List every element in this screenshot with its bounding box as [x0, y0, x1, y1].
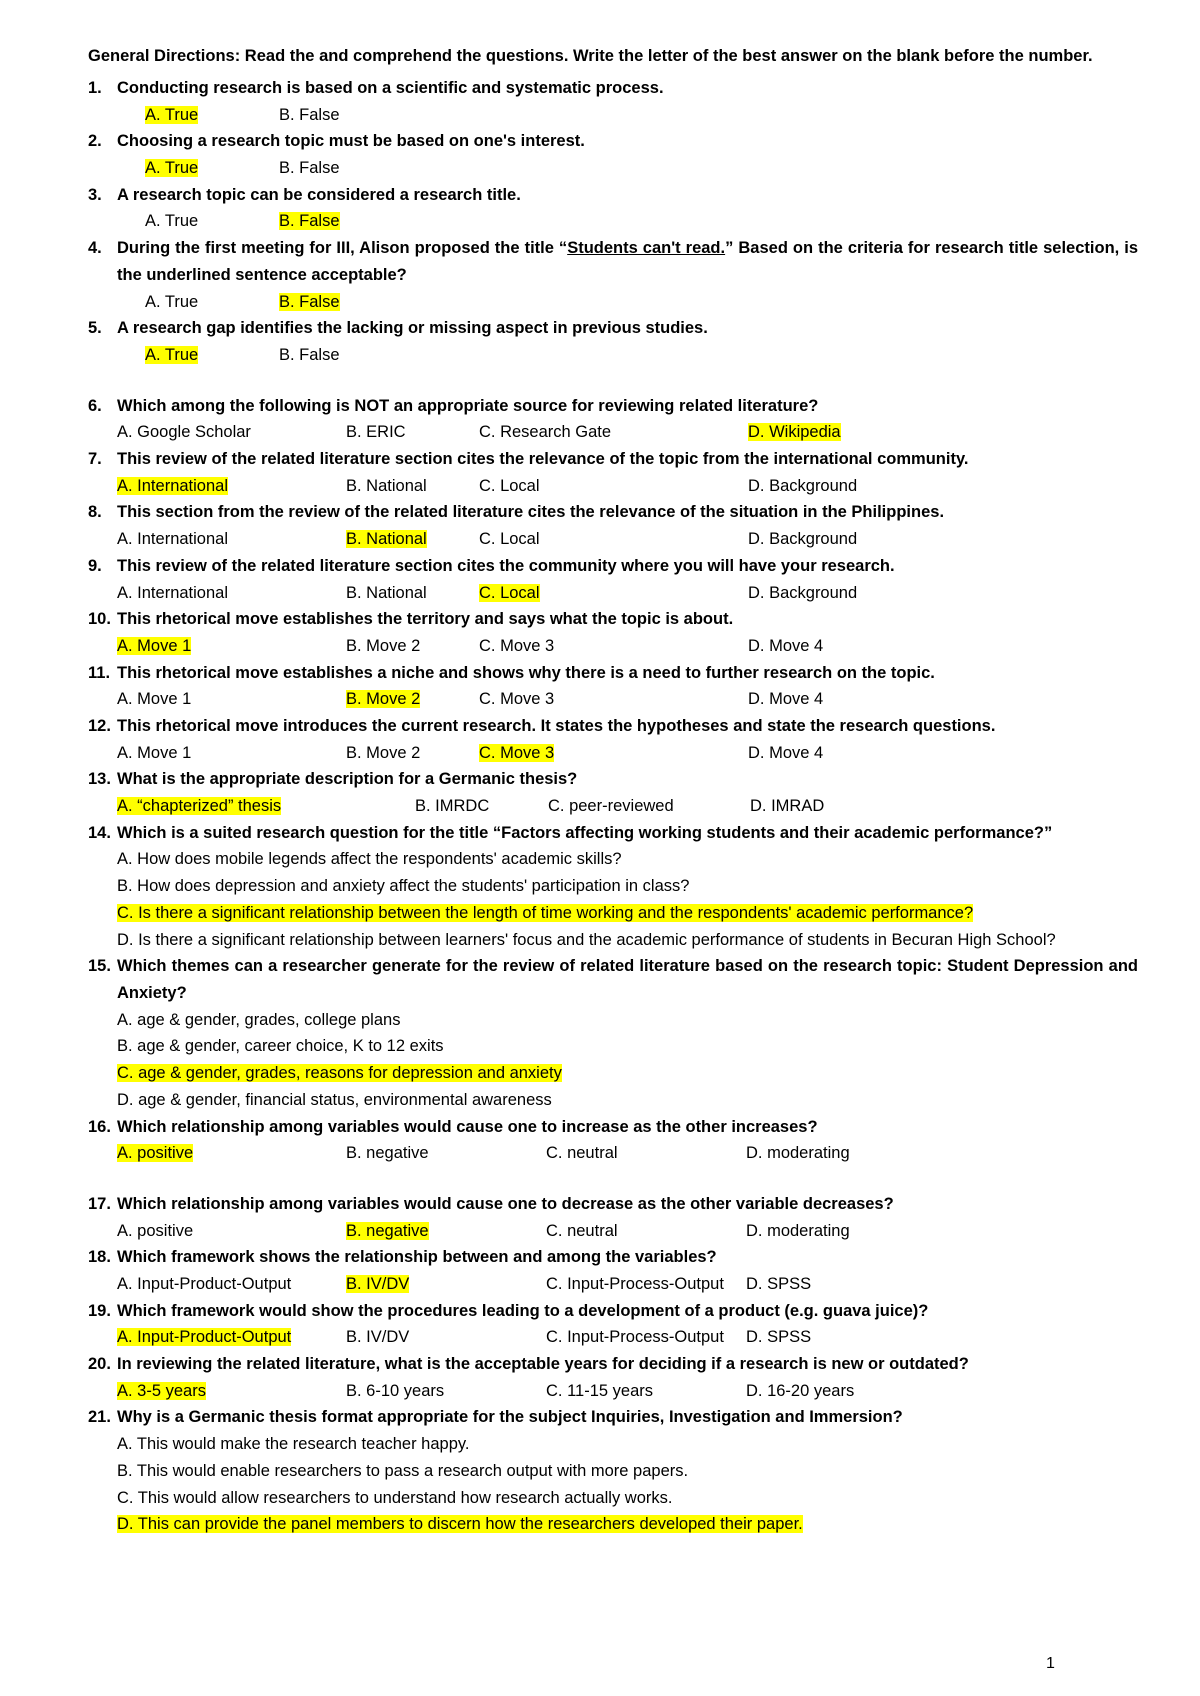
answer-options [117, 1218, 1138, 1245]
answer-option [117, 1324, 346, 1351]
correct-answer-option: A. International [117, 476, 228, 495]
answer-option-text: B. 6-10 years [346, 1381, 445, 1400]
answer-option [117, 1378, 346, 1405]
answer-option [479, 633, 748, 660]
answer-option [346, 526, 479, 553]
question-text: Which relationship among variables would cause one to decrease as the other variable decreases? [117, 1194, 894, 1213]
answer-option [346, 686, 479, 713]
answer-option [145, 155, 279, 182]
answer-options [117, 633, 1138, 660]
correct-answer-option: A. True [145, 345, 199, 364]
question-text: Which relationship among variables would cause one to increase as the other increases? [117, 1117, 818, 1136]
answer-option-text: B. How does depression and anxiety affect the students' participation in class? [117, 877, 690, 896]
question-14 [88, 820, 1138, 954]
question-5 [88, 315, 1138, 368]
answer-option-text: A. How does mobile legends affect the respondents' academic skills? [117, 850, 622, 869]
answer-option-text: B. False [279, 159, 340, 178]
question-text: This section from the review of the related literature cites the relevance of the situation in the Philippines. [117, 503, 945, 522]
question-text: A research topic can be considered a research title. [117, 185, 521, 204]
answer-option-text: B. False [279, 345, 340, 364]
question-text: Which framework shows the relationship between and among the variables? [117, 1248, 717, 1267]
answer-option [546, 1218, 746, 1245]
question-number: 9. [88, 556, 102, 575]
answer-option [117, 580, 346, 607]
answer-option [117, 927, 1138, 954]
answer-option-text: D. Background [748, 530, 858, 549]
answer-options [117, 1140, 1138, 1167]
answer-option [479, 526, 748, 553]
answer-option [117, 419, 346, 446]
answer-option [117, 1511, 1138, 1538]
question-number: 14. [88, 823, 111, 842]
question-number: 17. [88, 1194, 111, 1213]
answer-options [117, 1271, 1138, 1298]
correct-answer-option: C. Local [479, 583, 540, 602]
correct-answer-option: A. positive [117, 1144, 194, 1163]
answer-option [279, 208, 340, 235]
answer-option [279, 289, 340, 316]
answer-option [117, 1060, 1138, 1087]
answer-options [117, 1378, 1138, 1405]
answer-option [748, 633, 823, 660]
question-8 [88, 499, 1138, 552]
answer-option-text: A. True [145, 212, 199, 231]
question-13 [88, 766, 1138, 819]
question-text: This review of the related literature section cites the community where you will have your research. [117, 556, 895, 575]
page-number: 1 [1046, 1655, 1055, 1672]
exam-page [88, 43, 1138, 1538]
answer-option-text: B. negative [346, 1144, 429, 1163]
question-18 [88, 1244, 1138, 1297]
answer-option-text: D. moderating [746, 1144, 850, 1163]
answer-option-text: D. Move 4 [748, 690, 824, 709]
answer-option-text: D. IMRAD [750, 797, 825, 816]
answer-option [346, 740, 479, 767]
correct-answer-option: C. age & gender, grades, reasons for depression and anxiety [117, 1064, 562, 1083]
answer-option [746, 1324, 811, 1351]
answer-option [117, 846, 1138, 873]
answer-option [117, 633, 346, 660]
answer-options [117, 580, 1138, 607]
question-number: 19. [88, 1301, 111, 1320]
question-number: 8. [88, 503, 102, 522]
answer-option [117, 740, 346, 767]
answer-option [346, 633, 479, 660]
answer-option [279, 102, 340, 129]
answer-option [346, 1378, 546, 1405]
answer-option-text: A. True [145, 292, 199, 311]
correct-answer-option: C. Move 3 [479, 743, 555, 762]
answer-option [746, 1378, 854, 1405]
answer-option-text: D. Background [748, 476, 858, 495]
correct-answer-option: A. Move 1 [117, 636, 192, 655]
answer-option [117, 900, 1138, 927]
question-text: This review of the related literature section cites the relevance of the topic from the international community. [117, 450, 969, 469]
answer-option [279, 342, 340, 369]
answer-option [546, 1324, 746, 1351]
answer-option-text: D. SPSS [746, 1328, 812, 1347]
answer-option [117, 793, 415, 820]
answer-option-text: D. Is there a significant relationship between learners' focus and the academic performance of students in Becuran High School? [117, 930, 1056, 949]
answer-options [117, 1324, 1138, 1351]
answer-option [145, 289, 279, 316]
answer-option-text: D. Background [748, 583, 858, 602]
answer-option-text: C. Move 3 [479, 636, 555, 655]
answer-option [415, 793, 548, 820]
answer-option-text: D. 16-20 years [746, 1381, 855, 1400]
general-directions: General Directions: Read the and comprehend the questions. Write the letter of the best answer on the blank before the number. [88, 47, 1093, 65]
question-text: Which framework would show the procedures leading to a development of a product (e.g. guava juice)? [117, 1301, 929, 1320]
answer-option-text: C. Local [479, 530, 540, 549]
answer-option-text: C. 11-15 years [546, 1381, 653, 1400]
question-21 [88, 1404, 1138, 1538]
answer-option-text: C. Move 3 [479, 690, 555, 709]
answer-option-text: C. peer-reviewed [548, 797, 674, 816]
answer-option-text: D. Move 4 [748, 636, 824, 655]
answer-option [117, 1458, 1138, 1485]
answer-option [746, 1218, 850, 1245]
question-number: 12. [88, 717, 111, 735]
correct-answer-option: B. IV/DV [346, 1275, 410, 1293]
question-3 [88, 182, 1138, 235]
question-text: Which among the following is NOT an appropriate source for reviewing related literature? [117, 396, 819, 415]
question-15 [88, 953, 1138, 1113]
question-10 [88, 606, 1138, 659]
question-text: This rhetorical move establishes a niche and shows why there is a need to further research on the topic. [117, 663, 935, 682]
answer-option [746, 1140, 850, 1167]
answer-option [748, 473, 857, 500]
question-text: Why is a Germanic thesis format appropriate for the subject Inquiries, Investigation and Immersion? [117, 1408, 903, 1427]
answer-option [479, 740, 748, 767]
answer-option-text: B. age & gender, career choice, K to 12 exits [117, 1037, 444, 1056]
answer-option-text: B. National [346, 476, 427, 495]
answer-option [748, 740, 823, 767]
answer-option [479, 580, 748, 607]
question-text: Choosing a research topic must be based on one's interest. [117, 132, 585, 151]
question-text-part: ” Based on the criteria for research title selection, is the underlined sentence acceptable? [117, 239, 1139, 284]
answer-option [346, 580, 479, 607]
question-11 [88, 660, 1138, 713]
answer-option-text: A. Input-Product-Output [117, 1275, 292, 1293]
question-list [88, 75, 1138, 1538]
answer-option-text: B. IV/DV [346, 1328, 410, 1347]
question-text: Which themes can a researcher generate for the review of related literature based on the research topic: Student Depression and Anxiety? [117, 957, 1138, 1002]
question-number: 15. [88, 957, 111, 976]
answer-option-text: B. IMRDC [415, 797, 490, 816]
answer-option-text: A. age & gender, grades, college plans [117, 1010, 401, 1029]
question-7 [88, 446, 1138, 499]
answer-option [279, 155, 340, 182]
question-12 [88, 713, 1138, 766]
answer-option [346, 1324, 546, 1351]
answer-option [546, 1271, 746, 1298]
question-number: 5. [88, 319, 102, 338]
answer-option [117, 686, 346, 713]
question-text: Conducting research is based on a scientific and systematic process. [117, 79, 664, 97]
answer-option-text: D. SPSS [746, 1275, 812, 1293]
answer-option [117, 473, 346, 500]
answer-option [117, 1140, 346, 1167]
answer-options [117, 102, 1138, 129]
answer-option [479, 419, 748, 446]
question-text [117, 235, 1138, 288]
answer-option [748, 419, 841, 446]
answer-option-text: D. age & gender, financial status, environmental awareness [117, 1090, 552, 1109]
answer-option [346, 473, 479, 500]
answer-option [346, 1271, 546, 1298]
answer-option-text: A. Move 1 [117, 690, 192, 709]
answer-option-text: A. International [117, 530, 228, 549]
answer-option-text: A. Move 1 [117, 743, 192, 762]
question-text: In reviewing the related literature, what is the acceptable years for deciding if a research is new or outdated? [117, 1355, 969, 1374]
question-text: This rhetorical move establishes the territory and says what the topic is about. [117, 610, 734, 629]
answer-option [117, 1485, 1138, 1512]
answer-option-text: C. Research Gate [479, 423, 612, 442]
answer-option-text: A. Google Scholar [117, 423, 251, 442]
correct-answer-option: B. False [279, 212, 340, 231]
question-number: 18. [88, 1248, 111, 1267]
question-text: This rhetorical move introduces the current research. It states the hypotheses and state the research questions. [117, 717, 996, 735]
question-17 [88, 1191, 1138, 1244]
question-6 [88, 393, 1138, 446]
answer-options [117, 419, 1138, 446]
answer-options [117, 686, 1138, 713]
correct-answer-option: A. True [145, 159, 199, 178]
answer-option-text: D. moderating [746, 1221, 850, 1240]
question-number: 3. [88, 185, 102, 204]
answer-option-text: C. Input-Process-Output [546, 1328, 724, 1347]
answer-option [746, 1271, 811, 1298]
question-2 [88, 128, 1138, 181]
answer-options [117, 793, 1138, 820]
correct-answer-option: D. Wikipedia [748, 423, 841, 442]
answer-options [117, 289, 1138, 316]
question-text: Which is a suited research question for the title “Factors affecting working students and their academic performance?” [117, 823, 1053, 842]
answer-option [750, 793, 824, 820]
question-number: 6. [88, 396, 102, 415]
question-number: 10. [88, 610, 111, 629]
answer-option-text: B. ERIC [346, 423, 406, 442]
question-number: 16. [88, 1117, 111, 1136]
question-9 [88, 553, 1138, 606]
answer-option [145, 342, 279, 369]
question-number: 11. [88, 663, 111, 682]
answer-option-text: D. Move 4 [748, 743, 824, 762]
answer-options [117, 526, 1138, 553]
question-text: What is the appropriate description for a Germanic thesis? [117, 770, 578, 789]
answer-option [479, 686, 748, 713]
question-number: 20. [88, 1355, 111, 1374]
answer-option [145, 102, 279, 129]
answer-options [117, 473, 1138, 500]
question-number: 13. [88, 770, 111, 789]
answer-option [117, 1218, 346, 1245]
answer-option [117, 1087, 1138, 1114]
answer-option [546, 1378, 746, 1405]
answer-options [117, 342, 1138, 369]
answer-option [479, 473, 748, 500]
correct-answer-option: A. “chapterized” thesis [117, 797, 282, 816]
correct-answer-option: C. Is there a significant relationship between the length of time working and the respondents' academic performance? [117, 903, 974, 922]
question-16 [88, 1114, 1138, 1167]
answer-option-text: A. positive [117, 1221, 194, 1240]
question-number: 1. [88, 79, 102, 97]
answer-option-text: C. neutral [546, 1144, 618, 1163]
answer-option-text: B. Move 2 [346, 636, 421, 655]
answer-option [546, 1140, 746, 1167]
correct-answer-option: A. True [145, 105, 199, 124]
answer-option [748, 580, 857, 607]
question-number: 21. [88, 1408, 111, 1427]
answer-option [117, 873, 1138, 900]
correct-answer-option: D. This can provide the panel members to discern how the researchers developed their paper. [117, 1515, 803, 1534]
question-20 [88, 1351, 1138, 1404]
answer-option [117, 1033, 1138, 1060]
question-number: 7. [88, 450, 102, 469]
question-4 [88, 235, 1138, 315]
question-19 [88, 1298, 1138, 1351]
question-1 [88, 75, 1138, 128]
answer-option [117, 1271, 346, 1298]
answer-option [145, 208, 279, 235]
answer-option [117, 526, 346, 553]
answer-option-text: A. International [117, 583, 228, 602]
answer-options [117, 740, 1138, 767]
correct-answer-option: B. negative [346, 1221, 429, 1240]
answer-option-text: C. Input-Process-Output [546, 1275, 724, 1293]
answer-options [117, 155, 1138, 182]
answer-option-text: B. False [279, 105, 340, 124]
question-number: 4. [88, 239, 102, 258]
question-text-part: During the first meeting for III, Alison proposed the title “ [117, 239, 568, 258]
answer-option [748, 686, 823, 713]
answer-option [346, 419, 479, 446]
answer-options [117, 208, 1138, 235]
underlined-title: Students can't read. [567, 239, 726, 258]
correct-answer-option: A. 3-5 years [117, 1381, 206, 1400]
answer-option [748, 526, 857, 553]
correct-answer-option: B. Move 2 [346, 690, 421, 709]
answer-option-text: C. Local [479, 476, 540, 495]
answer-option-text: C. neutral [546, 1221, 618, 1240]
answer-option-text: C. This would allow researchers to understand how research actually works. [117, 1488, 673, 1507]
answer-option [346, 1218, 546, 1245]
answer-option [117, 1431, 1138, 1458]
correct-answer-option: B. False [279, 292, 340, 311]
answer-option-text: B. National [346, 583, 427, 602]
answer-option [117, 1007, 1138, 1034]
answer-option-text: B. Move 2 [346, 743, 421, 762]
correct-answer-option: A. Input-Product-Output [117, 1328, 292, 1347]
answer-option [346, 1140, 546, 1167]
question-text: A research gap identifies the lacking or missing aspect in previous studies. [117, 319, 708, 338]
correct-answer-option: B. National [346, 530, 427, 549]
question-number: 2. [88, 132, 102, 151]
answer-option [548, 793, 750, 820]
answer-option-text: B. This would enable researchers to pass a research output with more papers. [117, 1461, 689, 1480]
answer-option-text: A. This would make the research teacher happy. [117, 1435, 470, 1454]
